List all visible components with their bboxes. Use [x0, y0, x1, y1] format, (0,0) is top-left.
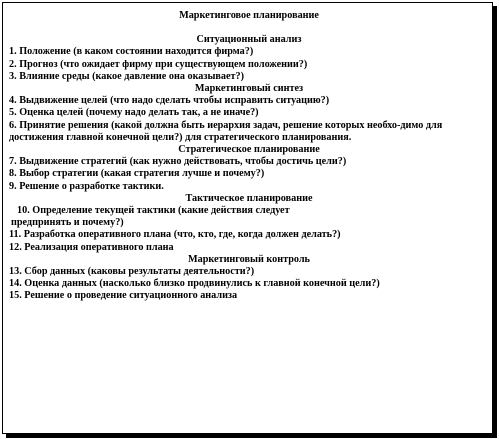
list-item: 12. Реализация оперативного плана [9, 241, 174, 253]
list-item: 3. Влияние среды (какое давление она оказывает?) [9, 70, 245, 82]
list-item: 7. Выдвижение стратегий (как нужно действовать, чтобы достичь цели?) [9, 156, 347, 168]
section-heading: Ситуационный анализ [196, 34, 302, 46]
list-item: 13. Сбор данных (каковы результаты деятельности?) [9, 266, 255, 278]
list-item: 15. Решение о проведение ситуационного анализа [9, 290, 238, 302]
list-item: 8. Выбор стратегии (какая стратегия лучше и почему?) [9, 168, 265, 180]
section-heading: Тактическое планирование [185, 192, 313, 204]
list-item: 14. Оценка данных (насколько близко продвинулись к главной конечной цели?) [9, 278, 380, 290]
section-heading: Маркетинговый контроль [188, 253, 310, 265]
document-title: Маркетинговое планирование [179, 10, 319, 21]
list-item: 1. Положение (в каком состоянии находится фирма?) [9, 46, 254, 58]
list-item: предпринять и почему?) [11, 217, 124, 229]
section-heading: Маркетинговый синтез [194, 83, 304, 95]
list-item: 11. Разработка оперативного плана (что, кто, где, когда должен делать?) [9, 229, 341, 241]
document-body [9, 10, 489, 303]
section-heading: Стратегическое планирование [178, 144, 320, 156]
list-item: 10. Определение текущей тактики (какие действия следует [17, 205, 290, 217]
list-item: 5. Оценка целей (почему надо делать так, а не иначе?) [9, 107, 259, 119]
list-item: 4. Выдвижение целей (что надо сделать чтобы исправить ситуацию?) [9, 95, 330, 107]
list-item: 9. Решение о разработке тактики. [9, 180, 164, 192]
document-frame [2, 2, 493, 434]
list-item: 6. Принятие решения (какой должна быть иерархия задач, решение которых необхо-димо для достижения главной конечной цели?) для стратегического планирования. [9, 119, 443, 143]
list-item: 2. Прогноз (что ожидает фирму при существующем положении?) [9, 58, 308, 70]
